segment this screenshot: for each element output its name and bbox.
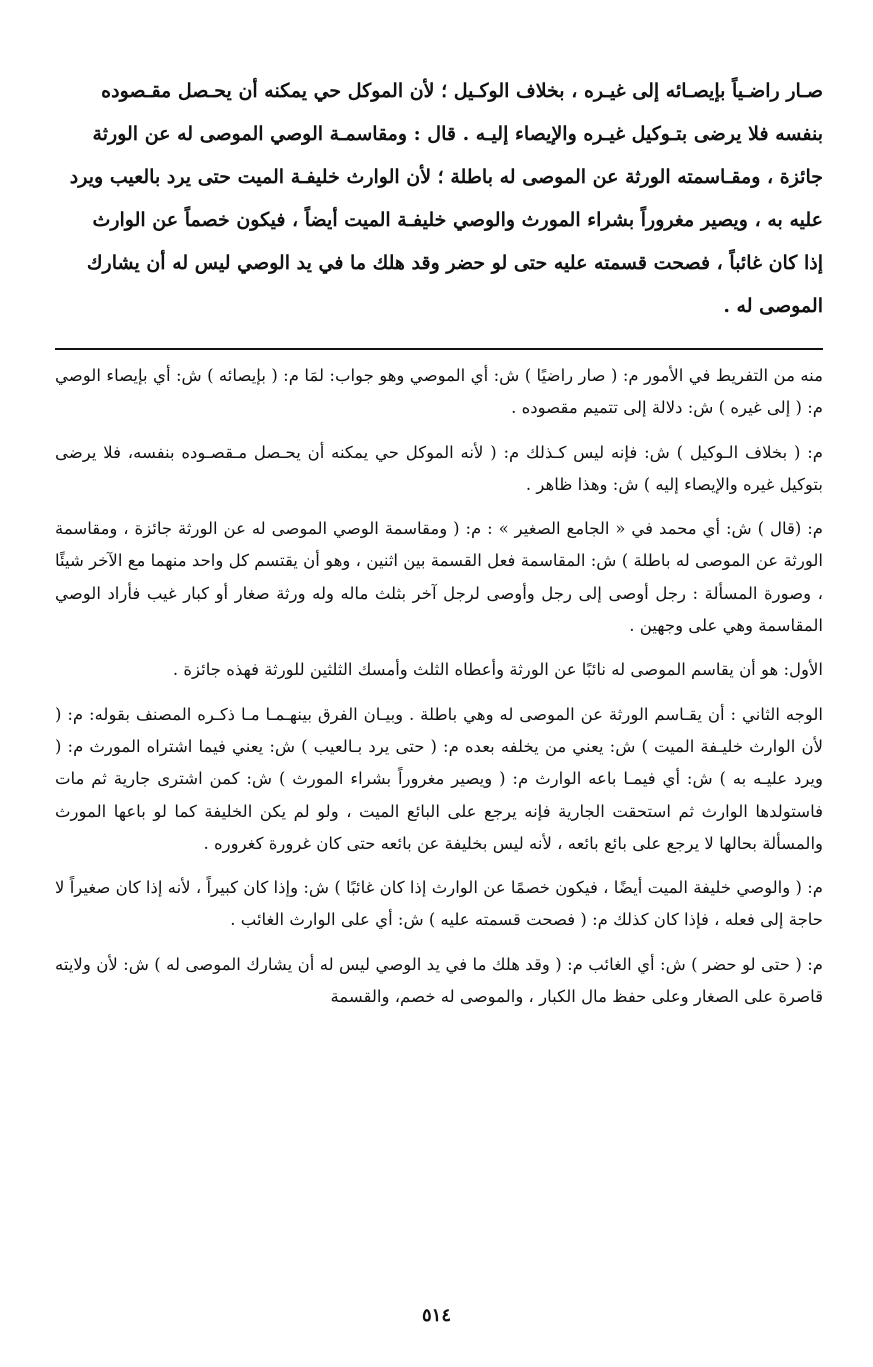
commentary-block — [55, 360, 823, 1025]
main-text-line: صـار راضـياً بإيصـائه إلى غيـره ، بخلاف الوكـيل ؛ لأن الموكل حي يمكنه أن يحـصل مقـصوده — [101, 80, 823, 102]
commentary-paragraph: منه من التفريط في الأمور م: ( صار راضيًا ) ش: أي الموصي وهو جواب: لمَا م: ( بإيصائه ) ش: أي بإيصاء الوصي م: ( إلى غيره ) ش: دلالة إلى تتميم مقصوده . — [55, 366, 823, 418]
main-text-line: الموصى له . — [723, 295, 823, 317]
page-number: ٥١٤ — [421, 1305, 451, 1326]
main-text-line: عليه به ، ويصير مغروراً بشراء المورث والوصي خليفـة الميت أيضاً ، فيكون خصماً عن الوارث — [92, 209, 823, 231]
commentary-paragraph: م: (قال ) ش: أي محمد في « الجامع الصغير » : م: ( ومقاسمة الوصي الموصى له عن الورثة جائزة ، ومقاسمة الورثة عن الموصى له باطلة ) ش: المقاسمة فعل القسمة بين اثنين ، وهو أن يقتسم كل واحد منهما مع الآخر شيئًا ، وصورة المسألة : رجل أوصى إلى رجل وأوصى لرجل آخر بثلث ماله وله ورثة صغار أو كبار غيب فأراد الوصي المقاسمة وهي على وجهين . — [55, 519, 823, 636]
section-divider — [55, 348, 823, 350]
commentary-paragraph: م: ( حتى لو حضر ) ش: أي الغائب م: ( وقد هلك ما في يد الوصي ليس له أن يشارك الموصى له ) ش: لأن ولايته قاصرة على الصغار وعلى حفظ مال الكبار ، والموصى له خصم، والقسمة — [55, 954, 823, 1007]
main-text-line: بنفسه فلا يرضى بتـوكيل غيـره والإيصاء إليـه . قال : ومقاسمـة الوصي الموصى له عن الورثة — [92, 123, 823, 145]
commentary-paragraph: الأول: هو أن يقاسم الموصى له نائبًا عن الورثة وأعطاه الثلث وأمسك الثلثين للورثة فهذه جائزة . — [172, 660, 823, 680]
commentary-paragraph: الوجه الثاني : أن يقـاسم الورثة عن الموصى له وهي باطلة . وبيـان الفرق بينهـمـا مـا ذكـره المصنف بقوله: م: ( لأن الوارث خليـفة الميت ) ش: يعني من يخلفه بعده م: ( حتى يرد بـالعيب ) ش: يعني فيما اشتراه المورث م: ( ويرد عليـه به ) ش: أي فيمـا باعه الوارث م: ( ويصير مغروراً بشراء المورث ) ش: كمن اشترى جارية ثم مات فاستولدها الوارث ثم استحقت الجارية فإنه يرجع على البائع الميت ، ولو لم يكن الخليفة كما لو باعها المورث والمسألة بحالها لا يرجع على بائع بائعه ، لأنه ليس بخليفة عن بائعه حتى كان غرورة كغروره . — [55, 704, 823, 853]
main-text-line: إذا كان غائباً ، فصحت قسمته عليه حتى لو حضر وقد هلك ما في يد الوصي ليس له أن يشارك — [86, 252, 823, 274]
commentary-paragraph: م: ( والوصي خليفة الميت أيضًا ، فيكون خصمًا عن الوارث إذا كان غائبًا ) ش: وإذا كان كبيراً ، لأنه إذا كان صغيراً لا حاجة إلى فعله ، فإذا كان كذلك م: ( فصحت قسمته عليه ) ش: أي على الوارث الغائب . — [55, 878, 823, 930]
main-text-block — [55, 70, 823, 328]
main-text-line: جائزة ، ومقـاسمته الورثة عن الموصى له باطلة ؛ لأن الوارث خليفـة الميت حتى يرد بالعيب ويرد — [69, 166, 823, 188]
commentary-paragraph: م: ( بخلاف الـوكيل ) ش: فإنه ليس كـذلك م: ( لأنه الموكل حي يمكنه أن يحـصل مـقصـوده بنفسه، فلا يرضى بتوكيل غيره والإيصاء إليه ) ش: وهذا ظاهر . — [55, 442, 823, 494]
